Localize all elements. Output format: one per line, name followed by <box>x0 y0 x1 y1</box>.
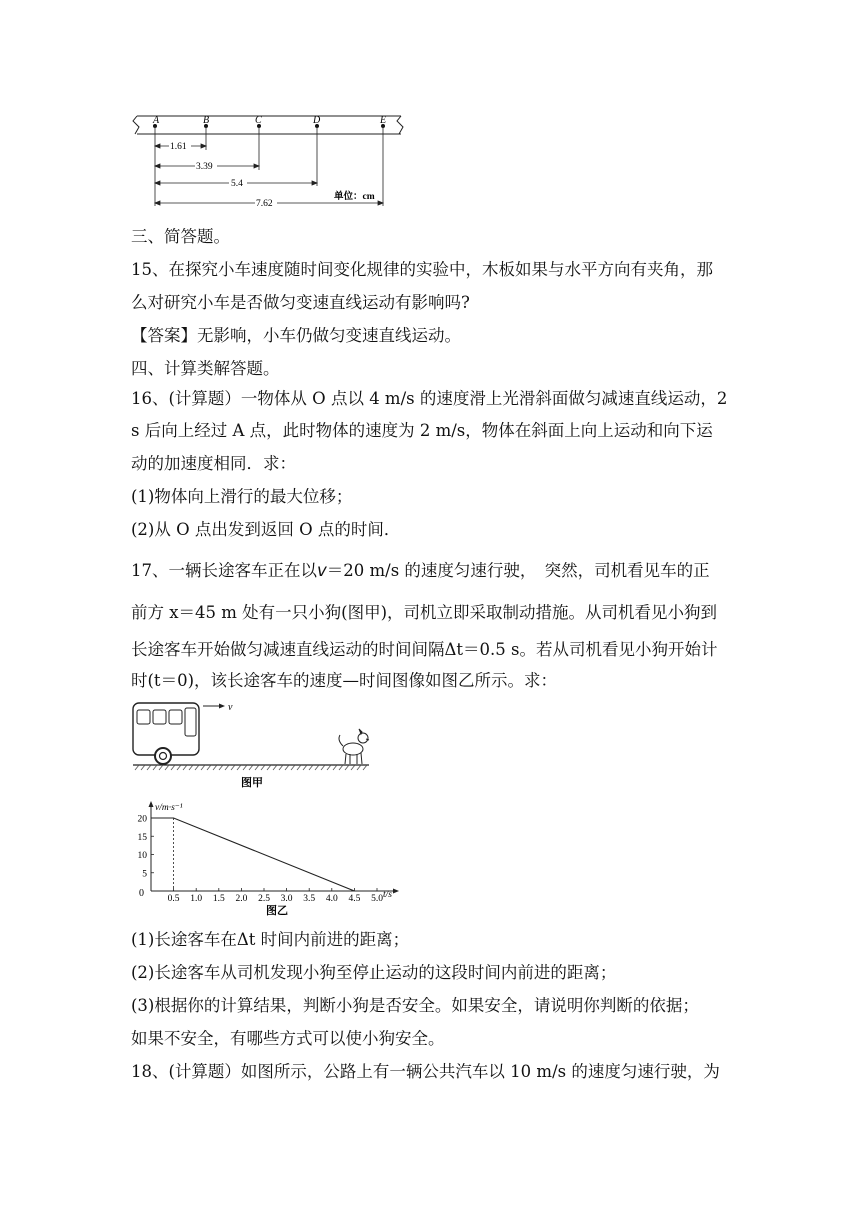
y-axis-arrow <box>149 801 154 807</box>
chart-ylabel: v/m·s⁻¹ <box>155 803 183 813</box>
chart-origin-label: 0 <box>139 888 144 899</box>
q16-line-2: s 后向上经过 A 点，此时物体的速度为 2 m/s，物体在斜面上向上运动和向下运 <box>131 421 713 440</box>
tape-dim-3: 5.4 <box>231 179 243 189</box>
q17-part-2: (2)长途客车从司机发现小狗至停止运动的这段时间内前进的距离； <box>131 963 617 982</box>
y-tick-label: 5 <box>142 869 147 880</box>
velocity-arrow-label: v <box>228 702 233 713</box>
q17-velocity-symbol: v <box>317 561 327 580</box>
dog-icon <box>339 729 369 764</box>
q17-line-1-a: 17、一辆长途客车正在以 <box>131 561 317 580</box>
x-tick-label: 0.5 <box>167 894 180 904</box>
section-4-heading: 四、计算类解答题。 <box>131 359 280 378</box>
tape-dim-4: 7.62 <box>256 199 273 209</box>
chart-title: 图乙 <box>266 905 288 917</box>
x-tick-label: 3.0 <box>280 894 293 904</box>
x-tick-label: 3.5 <box>303 894 316 904</box>
q17-line-4: 时(t＝0)，该长途客车的速度—时间图像如图乙所示。求： <box>131 671 558 690</box>
q17-part-3-line-2: 如果不安全，有哪些方式可以使小狗安全。 <box>131 1029 445 1048</box>
q16-part-1: (1)物体向上滑行的最大位移； <box>131 487 353 506</box>
figure-jia-caption: 图甲 <box>241 777 263 789</box>
q17-part-3-line-1: (3)根据你的计算结果，判断小狗是否安全。如果安全，请说明你判断的依据； <box>131 996 699 1015</box>
tape-dim-2: 3.39 <box>196 162 213 172</box>
q15-line-2: 么对研究小车是否做匀变速直线运动有影响吗? <box>131 293 470 312</box>
q16-part-2: (2)从 O 点出发到返回 O 点的时间． <box>131 520 401 539</box>
q15-line-1: 15、在探究小车速度随时间变化规律的实验中，木板如果与水平方向有夹角，那 <box>131 260 713 279</box>
x-axis-arrow <box>393 889 399 894</box>
x-tick-label: 4.0 <box>325 894 338 904</box>
x-tick-label: 5.0 <box>371 894 383 904</box>
q17-line-3: 长途客车开始做匀减速直线运动的时间间隔Δt＝0.5 s。若从司机看见小狗开始计 <box>131 640 718 659</box>
q17-line-2: 前方 x＝45 m 处有一只小狗(图甲)，司机立即采取制动措施。从司机看见小狗到 <box>131 603 718 622</box>
tape-figure <box>131 108 416 212</box>
x-tick-label: 1.5 <box>212 894 225 904</box>
answer-text: 无影响，小车仍做匀变速直线运动。 <box>197 326 461 345</box>
x-tick-label: 1.0 <box>190 894 203 904</box>
tape-label-e: E <box>380 115 387 126</box>
q16-line-1: 16、(计算题）一物体从 O 点以 4 m/s 的速度滑上光滑斜面做匀减速直线运动，2 <box>131 389 728 408</box>
y-tick-label: 10 <box>137 851 147 861</box>
q17-line-1 <box>131 560 710 582</box>
tape-label-d: D <box>313 115 321 126</box>
y-tick-label: 15 <box>137 832 147 843</box>
tape-label-a: A <box>153 115 160 126</box>
q18-line-1: 18、(计算题）如图所示，公路上有一辆公共汽车以 10 m/s 的速度匀速行驶，为 <box>131 1062 720 1081</box>
figure-jia-bus-dog <box>131 700 376 792</box>
x-tick-label: 2.0 <box>235 894 248 904</box>
x-tick-label: 4.5 <box>348 894 361 904</box>
velocity-series-line <box>151 818 354 891</box>
y-tick-label: 20 <box>137 814 147 825</box>
q15-answer <box>131 325 461 347</box>
q16-line-3: 动的加速度相同．求： <box>131 454 296 473</box>
tape-unit-label: 单位：cm <box>334 192 375 202</box>
tape-label-c: C <box>255 115 262 126</box>
vt-chart <box>131 798 401 922</box>
q17-line-1-b: ＝20 m/s 的速度匀速行驶， 突然，司机看见车的正 <box>326 561 710 580</box>
answer-tag: 【答案】 <box>131 326 197 345</box>
tape-dim-1: 1.61 <box>170 142 187 152</box>
q17-part-1: (1)长途客车在Δt 时间内前进的距离； <box>131 930 410 949</box>
chart-xlabel: t/s <box>383 890 392 900</box>
section-3-heading: 三、简答题。 <box>131 227 230 246</box>
tape-label-b: B <box>203 115 210 126</box>
x-tick-label: 2.5 <box>258 894 270 904</box>
